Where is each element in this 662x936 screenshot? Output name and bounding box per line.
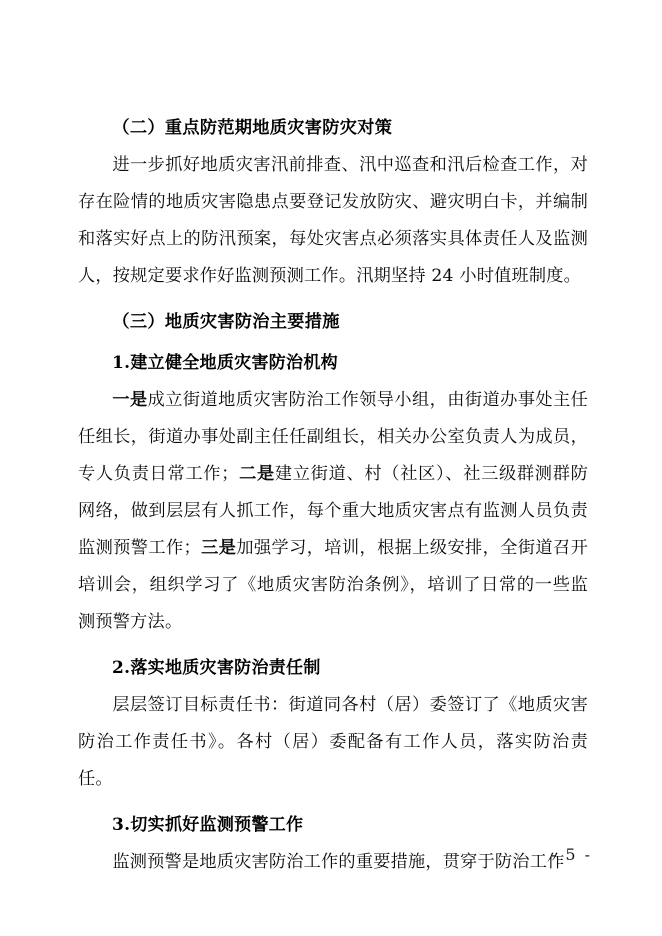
subheading-1: 1.建立健全地质灾害防治机构	[112, 353, 338, 373]
paragraph-organization	[78, 382, 588, 641]
page-number: - 5 -	[550, 845, 592, 864]
spacer	[78, 798, 588, 807]
emphasis-text: 三是	[200, 538, 237, 558]
spacer	[78, 295, 588, 304]
body-text: 加强学习，培训，根据上级安排，全街道召开培训会，组织学习了《地质灾害防治条例》，培训了日常的一些监测预警方法。	[78, 538, 588, 632]
paragraph-flood-measures: 进一步抓好地质灾害汛前排查、汛中巡查和汛后检查工作，对存在险情的地质灾害隐患点要登记发放防灾、避灾明白卡，并编制和落实好点上的防汛预案，每处灾害点必须落实具体责任人及监测人，按规定要求作好监测预测工作。汛期坚持 24 小时值班制度。	[78, 155, 588, 286]
spacer	[78, 641, 588, 650]
subheading-3: 3.切实抓好监测预警工作	[112, 815, 304, 835]
document-body	[78, 110, 588, 881]
section-heading-2: （二）重点防范期地质灾害防灾对策	[112, 118, 393, 138]
body-text: 成立街道地质灾害防治工作领导小组，由街道办事处主任任组长，街道办事处副主任任副组长，相关办公室负责人为成员，专人负责日常工作；	[78, 390, 588, 484]
subheading-2: 2.落实地质灾害防治责任制	[112, 658, 321, 678]
paragraph-monitoring: 监测预警是地质灾害防治工作的重要措施，贯穿于防治工作	[112, 852, 565, 872]
emphasis-text: 二是	[238, 464, 275, 484]
section-heading-3: （三）地质灾害防治主要措施	[112, 312, 340, 332]
paragraph-responsibility: 层层签订目标责任书：街道同各村（居）委签订了《地质灾害防治工作责任书》。各村（居）委配备有工作人员，落实防治责任。	[78, 695, 588, 789]
emphasis-text: 一是	[112, 390, 148, 410]
body-text: 建立街道、村（社区）、社三级群测群防网络，做到层层有人抓工作，每个重大地质灾害点有监测人员负责监测预警工作；	[78, 464, 588, 558]
